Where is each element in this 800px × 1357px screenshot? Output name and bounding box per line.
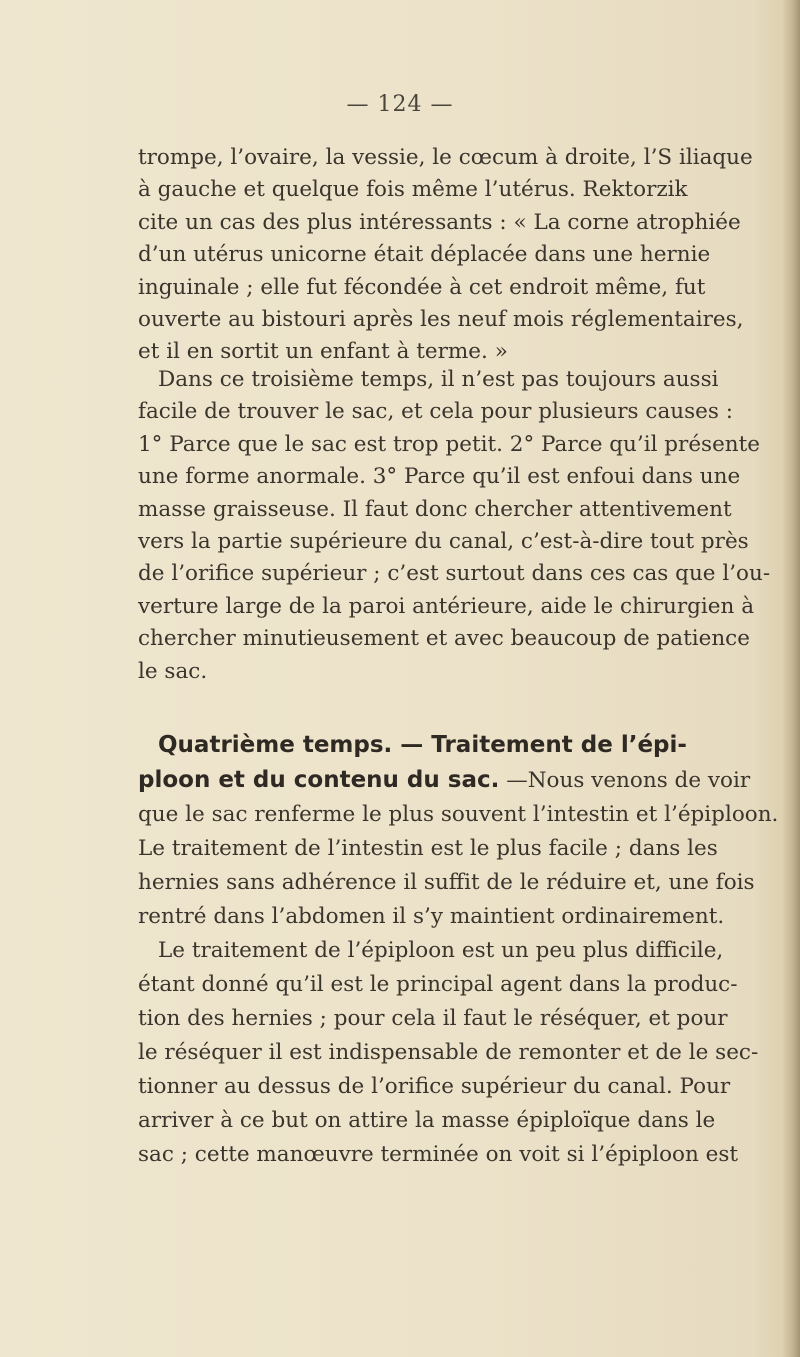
- text-line: hernies sans adhérence il suffit de le réduire et, une fois: [138, 870, 755, 895]
- text-line: Le traitement de l’épiploon est un peu plus difficile,: [158, 938, 724, 963]
- text-line: Le traitement de l’intestin est le plus facile ; dans les: [138, 836, 718, 861]
- text-line: d’un utérus unicorne était déplacée dans une hernie: [138, 242, 711, 268]
- section-heading-text: —Nous venons de voir: [499, 768, 751, 793]
- section-fourth-step: [138, 728, 779, 1172]
- text-line: ouverte au bistouri après les neuf mois réglementaires,: [138, 307, 744, 333]
- text-line: de l’orifice supérieur ; c’est surtout dans ces cas que l’ou-: [138, 561, 771, 587]
- text-line: et il en sortit un enfant à terme. »: [138, 339, 508, 365]
- text-line: trompe, l’ovaire, la vessie, le cœcum à droite, l’S iliaque: [138, 145, 753, 170]
- text-line: rentré dans l’abdomen il s’y maintient ordinairement.: [138, 904, 725, 929]
- text-line: Dans ce troisième temps, il n’est pas toujours aussi: [158, 367, 719, 392]
- section-heading-line: [138, 728, 687, 763]
- text-line: 1° Parce que le sac est trop petit. 2° Parce qu’il présente: [138, 431, 761, 457]
- text-line: masse graisseuse. Il faut donc chercher attentivement: [138, 496, 732, 522]
- text-line: facile de trouver le sac, et cela pour plusieurs causes :: [138, 399, 733, 425]
- text-line: le réséquer il est indispensable de remonter et de le sec-: [138, 1040, 759, 1065]
- section-heading-title-cont: ploon et du contenu du sac.: [138, 767, 500, 793]
- paragraph-continuation: [138, 142, 753, 369]
- section-heading-title: Quatrième temps. — Traitement de l’épi-: [158, 732, 687, 758]
- text-line: arriver à ce but on attire la masse épiploïque dans le: [138, 1108, 716, 1133]
- text-line: étant donné qu’il est le principal agent dans la produc-: [138, 972, 738, 997]
- text-line: sac ; cette manœuvre terminée on voit si l’épiploon est: [138, 1142, 739, 1167]
- text-line: chercher minutieusement et avec beaucoup de patience: [138, 626, 750, 652]
- page-number: — 124 —: [346, 92, 454, 117]
- text-line: que le sac renferme le plus souvent l’intestin et l’épiploon.: [138, 802, 779, 827]
- section-heading-line: [138, 763, 751, 798]
- page-edge-shadow: [782, 0, 800, 1357]
- text-line: tion des hernies ; pour cela il faut le réséquer, et pour: [138, 1006, 728, 1031]
- text-line: tionner au dessus de l’orifice supérieur du canal. Pour: [138, 1074, 731, 1099]
- text-line: inguinale ; elle fut fécondée à cet endroit même, fut: [138, 274, 706, 300]
- text-line: vers la partie supérieure du canal, c’est-à-dire tout près: [138, 529, 749, 555]
- paragraph-third-step: [138, 364, 771, 688]
- text-line: à gauche et quelque fois même l’utérus. Rektorzik: [138, 177, 688, 203]
- text-line: le sac.: [138, 658, 208, 684]
- text-line: cite un cas des plus intéressants : « La corne atrophiée: [138, 209, 741, 235]
- text-line: une forme anormale. 3° Parce qu’il est enfoui dans une: [138, 464, 741, 490]
- text-line: verture large de la paroi antérieure, aide le chirurgien à: [138, 593, 755, 619]
